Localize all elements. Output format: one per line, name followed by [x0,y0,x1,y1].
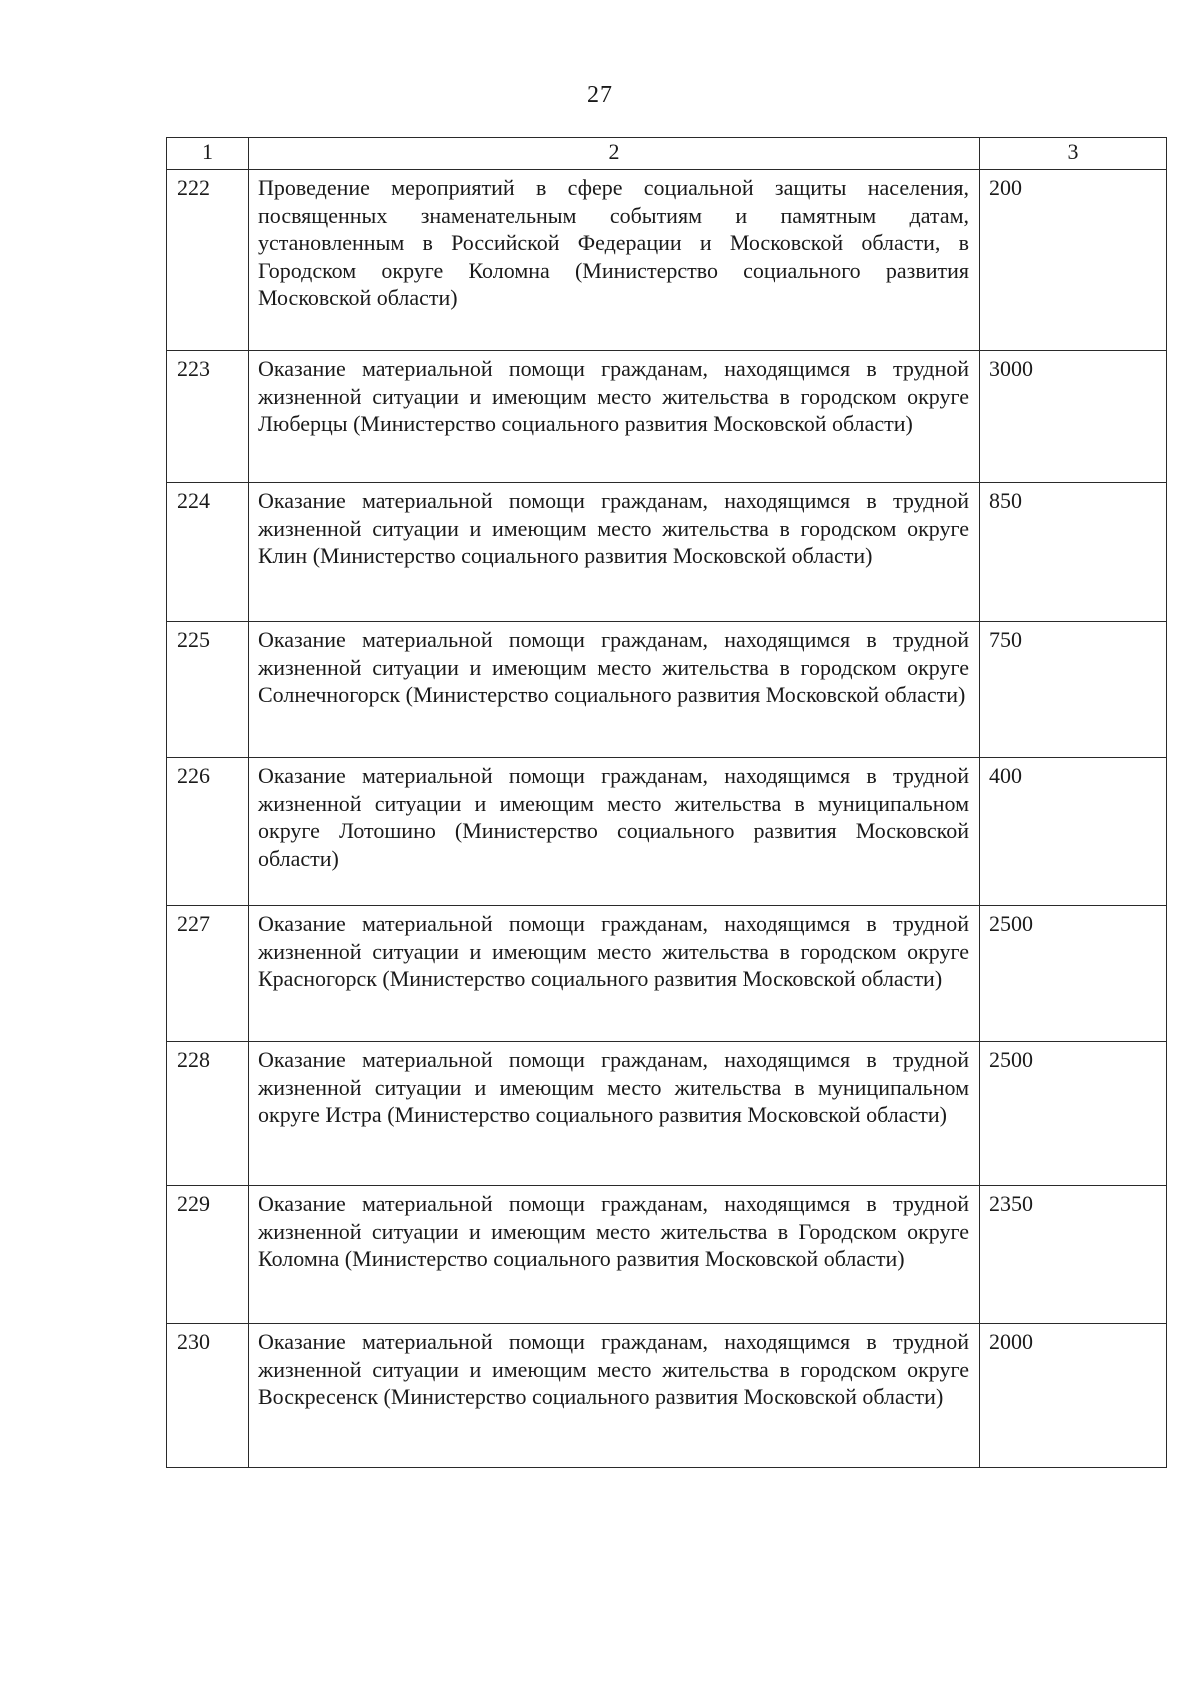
table-row [167,906,1167,1042]
row-description: Оказание материальной помощи гражданам, находящимся в трудной жизненной ситуации и имеющим место жительства в городском округе Люберцы (Министерство социального развития Московской области) [249,351,980,483]
row-description: Оказание материальной помощи гражданам, находящимся в трудной жизненной ситуации и имеющим место жительства в муниципальном округе Истра (Министерство социального развития Московской области) [249,1042,980,1186]
table-row [167,170,1167,351]
row-number: 225 [167,622,249,758]
row-description: Проведение мероприятий в сфере социальной защиты населения, посвященных знаменательным событиям и памятным датам, установленным в Российской Федерации и Московской области, в Городском округе Коломна (Министерство социального развития Московской области) [249,170,980,351]
allocation-table [166,137,1167,1468]
row-number: 223 [167,351,249,483]
column-header-1: 1 [167,138,249,170]
row-description: Оказание материальной помощи гражданам, находящимся в трудной жизненной ситуации и имеющим место жительства в городском округе Солнечногорск (Министерство социального развития Московской области) [249,622,980,758]
row-amount: 2000 [980,1324,1167,1468]
row-number: 230 [167,1324,249,1468]
table-row [167,758,1167,906]
row-number: 226 [167,758,249,906]
table-header-row [167,138,1167,170]
row-amount: 2350 [980,1186,1167,1324]
row-amount: 200 [980,170,1167,351]
row-amount: 2500 [980,1042,1167,1186]
row-amount: 3000 [980,351,1167,483]
column-header-2: 2 [249,138,980,170]
row-description: Оказание материальной помощи гражданам, находящимся в трудной жизненной ситуации и имеющим место жительства в городском округе Клин (Министерство социального развития Московской области) [249,483,980,622]
row-number: 227 [167,906,249,1042]
row-description: Оказание материальной помощи гражданам, находящимся в трудной жизненной ситуации и имеющим место жительства в городском округе Воскресенск (Министерство социального развития Московской области) [249,1324,980,1468]
row-amount: 750 [980,622,1167,758]
table-row [167,1324,1167,1468]
row-description: Оказание материальной помощи гражданам, находящимся в трудной жизненной ситуации и имеющим место жительства в Городском округе Коломна (Министерство социального развития Московской области) [249,1186,980,1324]
row-number: 229 [167,1186,249,1324]
row-number: 222 [167,170,249,351]
table-row [167,1186,1167,1324]
row-number: 224 [167,483,249,622]
page-number: 27 [587,82,613,108]
row-amount: 2500 [980,906,1167,1042]
row-description: Оказание материальной помощи гражданам, находящимся в трудной жизненной ситуации и имеющим место жительства в муниципальном округе Лотошино (Министерство социального развития Московской области) [249,758,980,906]
row-number: 228 [167,1042,249,1186]
table-row [167,1042,1167,1186]
row-description: Оказание материальной помощи гражданам, находящимся в трудной жизненной ситуации и имеющим место жительства в городском округе Красногорск (Министерство социального развития Московской области) [249,906,980,1042]
table-row [167,351,1167,483]
table-row [167,622,1167,758]
column-header-3: 3 [980,138,1167,170]
row-amount: 400 [980,758,1167,906]
row-amount: 850 [980,483,1167,622]
table-row [167,483,1167,622]
